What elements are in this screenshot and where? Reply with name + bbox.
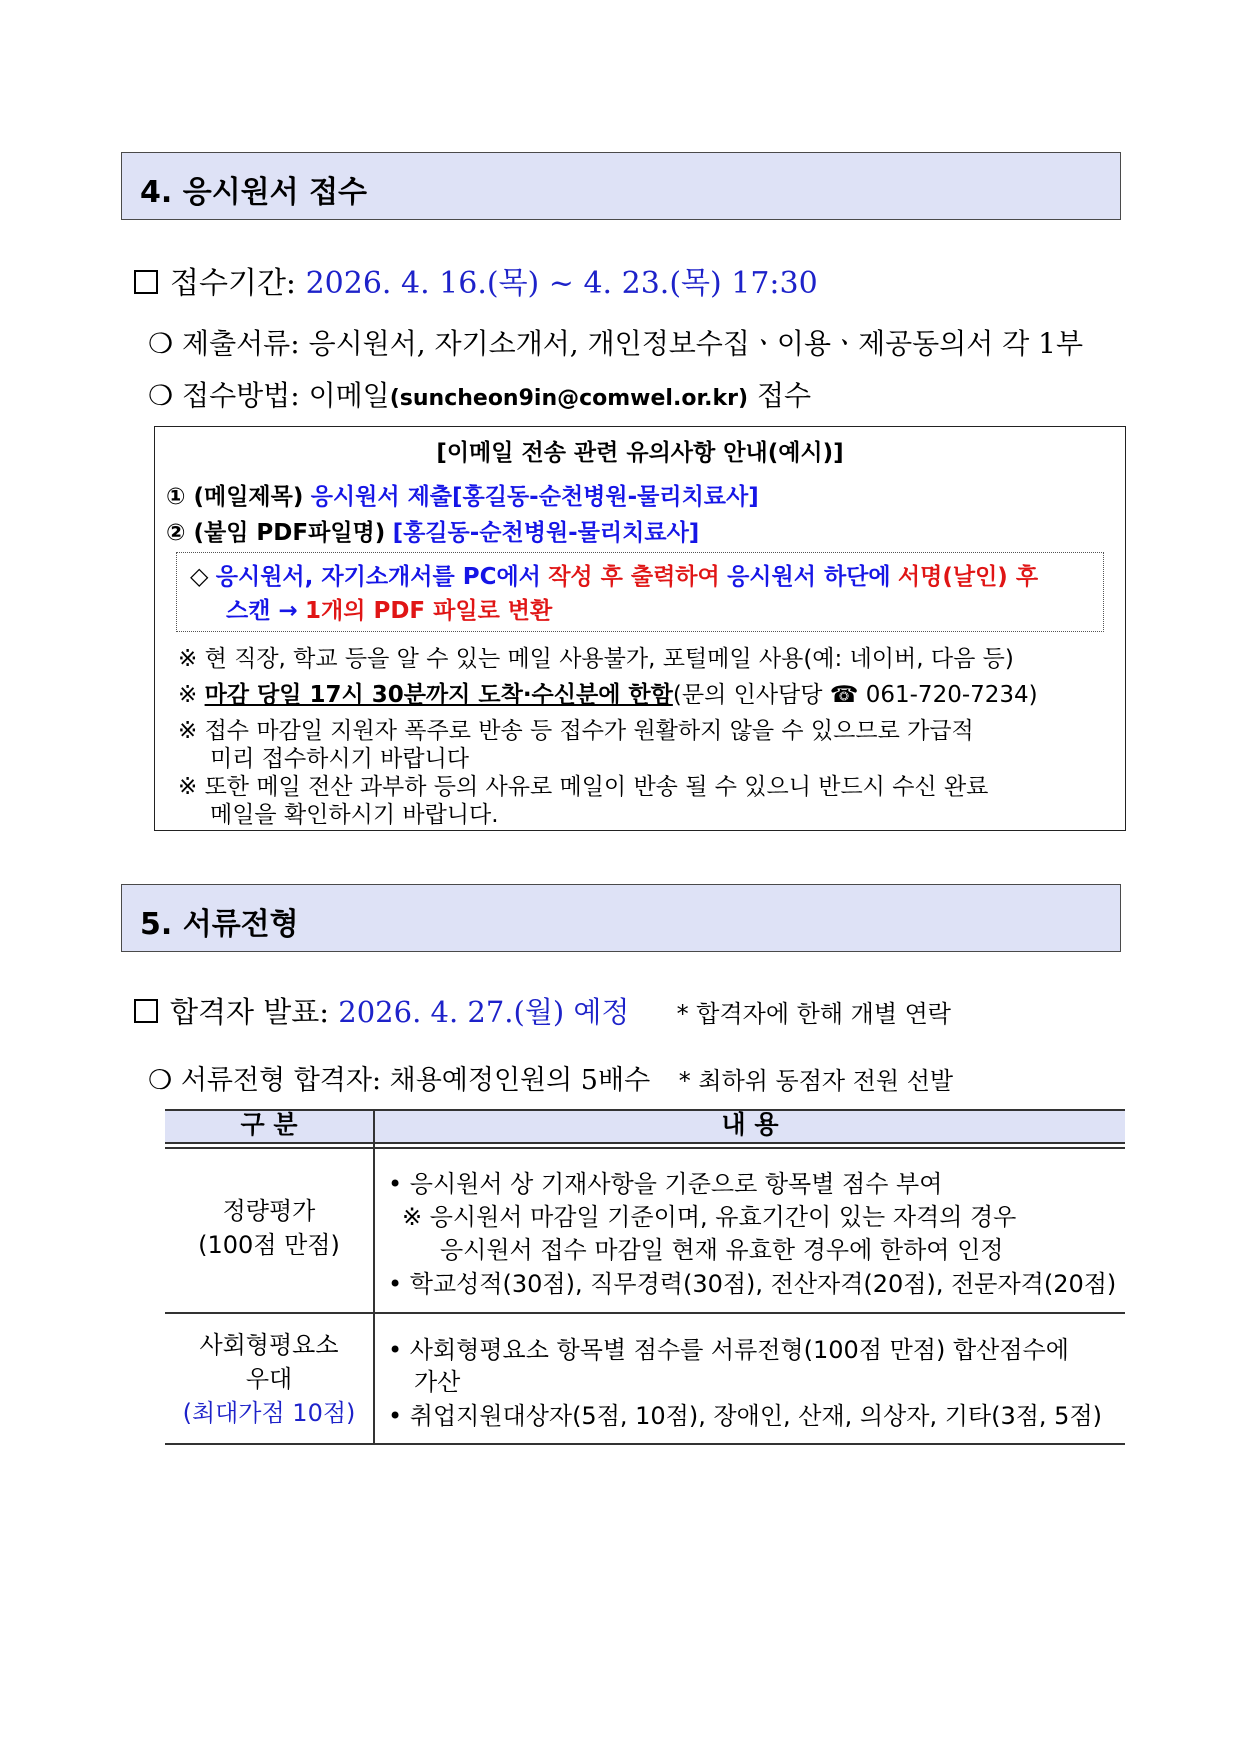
circle-bullet-icon: ❍ <box>148 327 174 360</box>
row2-content-1: • 사회형평요소 항목별 점수를 서류전형(100점 만점) 합산점수에 <box>388 1336 1069 1364</box>
method-row <box>148 374 811 414</box>
method-suffix: 접수 <box>756 379 812 412</box>
notice-note-3-line-2: 미리 접수하시기 바랍니다 <box>210 746 470 772</box>
notice-inner-seg1: 응시원서, 자기소개서를 PC에서 <box>215 564 541 590</box>
table-header-col1: 구 분 <box>240 1110 298 1139</box>
documents-label: 제출서류: <box>182 327 300 360</box>
notice-inner-seg6: 1개의 PDF 파일로 변환 <box>305 598 553 624</box>
notice-item-1-value: 응시원서 제출[홍길동-순천병원-물리치료사] <box>310 484 759 510</box>
documents-value: 응시원서, 자기소개서, 개인정보수집ㆍ이용ㆍ제공동의서 각 1부 <box>308 327 1084 360</box>
notice-inner-seg4: 서명(날인) 후 <box>897 564 1039 590</box>
row2-label <box>165 1328 373 1430</box>
notice-item-2-prefix: ② (붙임 PDF파일명) <box>166 520 386 546</box>
method-email[interactable]: (suncheon9in@comwel.or.kr) <box>389 386 749 411</box>
notice-item-2-value: [홍길동-순천병원-물리치료사] <box>392 520 700 546</box>
row2-label-line-1: 사회형평요소 <box>199 1331 339 1359</box>
method-label: 접수방법: <box>182 379 300 412</box>
square-bullet-icon <box>134 999 158 1023</box>
notice-inner-line-2 <box>226 592 552 625</box>
announce-label: 합격자 발표: <box>170 995 330 1029</box>
row1-label-line-1: 정량평가 <box>222 1197 316 1225</box>
diamond-icon: ◇ <box>190 562 209 590</box>
notice-note-4-line-2: 메일을 확인하시기 바랍니다. <box>210 802 499 828</box>
passers-row <box>148 1058 953 1097</box>
notice-inner-seg5: 스캔 → <box>226 598 298 624</box>
table-header-col2: 내 용 <box>721 1110 779 1139</box>
row1-label-line-2: (100점 만점) <box>198 1231 340 1259</box>
announce-row <box>134 990 951 1031</box>
circle-bullet-icon: ❍ <box>148 1065 173 1096</box>
period-row <box>134 258 818 302</box>
notice-item-2 <box>166 514 699 547</box>
notice-note-2-bold: 마감 당일 17시 30분까지 도착·수신분에 한함 <box>204 682 673 708</box>
section-4-header <box>121 152 1121 220</box>
notice-note-1: ※ 현 직장, 학교 등을 알 수 있는 메일 사용불가, 포털메일 사용(예: 네이버, 다음 등) <box>178 646 1014 672</box>
notice-inner-seg3: 응시원서 하단에 <box>727 564 891 590</box>
row2-label-line-2: 우대 <box>245 1365 293 1393</box>
notice-note-3-line-1: ※ 접수 마감일 지원자 폭주로 반송 등 접수가 원활하지 않을 수 있으므로 가급적 <box>178 718 974 744</box>
section-4-title: 4. 응시원서 접수 <box>140 175 368 210</box>
notice-item-1-prefix: ① (메일제목) <box>166 484 304 510</box>
notice-inner-seg2: 작성 후 출력하여 <box>548 564 720 590</box>
announce-value: 2026. 4. 27.(월) 예정 <box>338 995 630 1029</box>
circle-bullet-icon: ❍ <box>148 379 174 412</box>
row1-content-3: 응시원서 접수 마감일 현재 유효한 경우에 한하여 인정 <box>440 1236 1004 1264</box>
passers-label: 서류전형 합격자: 채용예정인원의 5배수 <box>180 1065 651 1096</box>
notice-note-4-line-1: ※ 또한 메일 전산 과부하 등의 사유로 메일이 반송 될 수 있으니 반드시 수신 완료 <box>178 774 989 800</box>
notice-inner-line-1 <box>190 558 1038 591</box>
notice-note-2-rest: (문의 인사담당 ☎ 061-720-7234) <box>672 682 1038 708</box>
period-label: 접수기간: <box>170 266 297 301</box>
period-value: 2026. 4. 16.(목) ~ 4. 23.(목) 17:30 <box>305 266 818 301</box>
passers-note: * 최하위 동점자 전원 선발 <box>678 1067 954 1095</box>
row2-content-3: • 취업지원대상자(5점, 10점), 장애인, 산재, 의상자, 기타(3점, 5점) <box>388 1402 1102 1430</box>
row1-label <box>165 1194 373 1262</box>
notice-note-2: ※ 마감 당일 17시 30분까지 도착·수신분에 한함(문의 인사담당 ☎ 061-720-7234) <box>178 682 1038 708</box>
section-5-title: 5. 서류전형 <box>140 907 299 942</box>
section-5-header <box>121 884 1121 952</box>
row2-label-line-3: (최대가점 10점) <box>182 1399 356 1427</box>
square-bullet-icon <box>134 270 158 294</box>
row1-content-1: • 응시원서 상 기재사항을 기준으로 항목별 점수 부여 <box>388 1170 943 1198</box>
documents-row <box>148 322 1083 362</box>
announce-note: * 합격자에 한해 개별 연락 <box>676 1000 951 1028</box>
notice-title: [이메일 전송 관련 유의사항 안내(예시)] <box>436 440 844 466</box>
row1-content-2: ※ 응시원서 마감일 기준이며, 유효기간이 있는 자격의 경우 <box>402 1203 1017 1231</box>
row1-content-4: • 학교성적(30점), 직무경력(30점), 전산자격(20점), 전문자격(20점) <box>388 1270 1117 1298</box>
notice-item-1 <box>166 478 759 511</box>
row2-content-2: 가산 <box>414 1368 461 1396</box>
method-prefix: 이메일 <box>308 379 390 412</box>
